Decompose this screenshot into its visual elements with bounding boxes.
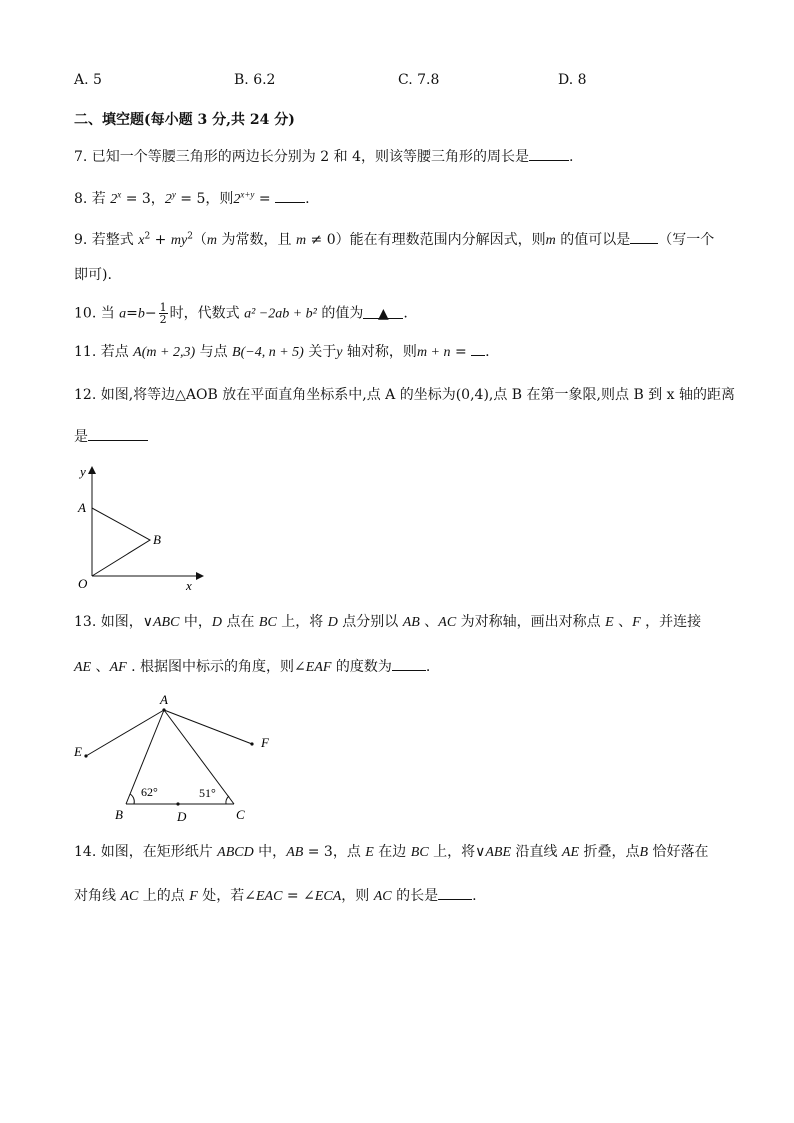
option-d: D. 8 xyxy=(558,72,587,88)
q13-axis: 为对称轴，画出对称点 xyxy=(456,614,606,630)
q10-val: 的值为 xyxy=(316,305,364,322)
q11-sym: 关于 xyxy=(303,344,337,360)
q11-prefix: 11. 若点 xyxy=(74,344,134,360)
q13-sep: 、 xyxy=(419,614,439,630)
q9-tail: （写一个 xyxy=(658,232,715,248)
q9-exp-a: 2 xyxy=(144,231,151,242)
q13-d2: D xyxy=(327,615,338,630)
answer-blank xyxy=(363,304,403,322)
section-title: 二、填空题(每小题 3 分,共 24 分) xyxy=(74,112,295,128)
q11-eq: = xyxy=(450,344,472,360)
q9-plus: + xyxy=(150,232,171,248)
q14-eca: ECA xyxy=(314,889,342,904)
question-13 xyxy=(74,612,701,633)
q8-exp-2: y xyxy=(171,189,176,200)
q14-fold: 折叠，点 xyxy=(579,844,640,860)
q13-ab: AB xyxy=(402,615,420,630)
triangle-aob xyxy=(92,508,150,576)
question-9 xyxy=(74,229,714,251)
question-10 xyxy=(74,302,408,325)
question-8 xyxy=(74,188,310,210)
q9-rest2: 的值可以是 xyxy=(555,232,631,248)
q10-a: a xyxy=(119,306,127,322)
q11-b-coord: (−4, n + 5) xyxy=(240,345,304,360)
q10-minus: − xyxy=(144,305,157,322)
x-label: x xyxy=(186,578,192,593)
punct: . xyxy=(568,149,574,165)
q13-line2-text: . 根据图中标示的角度，则∠ xyxy=(126,659,306,675)
q8-base-2: 2 xyxy=(164,192,172,207)
q13-af: AF xyxy=(109,660,127,675)
q13-eaf: EAF xyxy=(305,660,332,675)
label-b: B xyxy=(115,807,123,822)
question-12-line2 xyxy=(74,426,148,447)
label-e: E xyxy=(74,744,82,759)
q14-eq2: = ∠ xyxy=(282,888,315,904)
q13-f: F xyxy=(632,615,641,630)
q13-tri: ∨ABC xyxy=(142,615,180,630)
q9-paren: （ xyxy=(192,232,207,248)
answer-blank xyxy=(630,229,658,244)
q13-prefix: 13. 如图， xyxy=(74,614,143,630)
q9-m1: m xyxy=(206,233,218,248)
q12-line2-text: 是 xyxy=(74,429,88,445)
q14-exact: 恰好落在 xyxy=(648,844,709,860)
q13-deg: 的度数为 xyxy=(331,659,392,675)
angle-b-label: 62° xyxy=(141,785,158,799)
y-axis-arrow xyxy=(88,466,96,474)
label-a: A xyxy=(160,692,168,707)
answer-blank xyxy=(275,188,305,203)
q14-upon: 上，将 xyxy=(428,844,476,860)
q13-connect: ，并连接 xyxy=(640,614,702,630)
figure-12 xyxy=(70,460,210,595)
q14-len: 的长是 xyxy=(391,888,439,904)
q13-mid: 中， xyxy=(179,614,212,630)
q8-exp-3: x+y xyxy=(240,189,255,200)
segment-ae xyxy=(86,710,164,756)
q14-tri: ∨ABE xyxy=(475,845,512,860)
q14-line2-prefix: 对角线 xyxy=(74,888,121,904)
q14-on: 上的点 xyxy=(138,888,190,904)
q14-onbc: 在边 xyxy=(373,844,411,860)
q14-eac: EAC xyxy=(256,889,283,904)
q14-b: B xyxy=(639,845,649,860)
q8-base-1: 2 xyxy=(110,192,118,207)
q8-base-3: 2 xyxy=(233,192,241,207)
option-b: B. 6.2 xyxy=(234,72,276,88)
question-7 xyxy=(74,146,573,167)
q13-ae: AE xyxy=(74,660,92,675)
q11-axis: 轴对称，则 xyxy=(342,344,417,360)
q13-upon: 上，将 xyxy=(276,614,328,630)
question-9-line2: 即可). xyxy=(74,267,112,283)
q9-note: 为常数，且 xyxy=(217,232,296,248)
fraction-numerator: 1 xyxy=(159,301,167,314)
q9-neq: ≠ 0 xyxy=(306,232,336,248)
question-12: 12. 如图,将等边△AOB 放在平面直角坐标系中,点 A 的坐标为(0,4),点 B 在第一象限,则点 B 到 x 轴的距离 xyxy=(74,387,735,403)
option-c: C. 7.8 xyxy=(398,72,440,88)
answer-blank xyxy=(471,341,485,356)
q13-on: 点在 xyxy=(222,614,259,630)
label-c: C xyxy=(236,807,245,822)
q14-mid: 中， xyxy=(253,844,287,860)
punct: . xyxy=(305,191,310,207)
q14-f: F xyxy=(189,889,198,904)
punct: . xyxy=(403,305,408,322)
q11-with: 与点 xyxy=(195,344,233,360)
angle-c-label: 51° xyxy=(199,786,216,800)
q10-expr: a² −2ab + b² xyxy=(244,306,317,322)
fraction-denominator: 2 xyxy=(159,313,167,326)
q13-e: E xyxy=(605,615,614,630)
answer-blank xyxy=(529,146,569,161)
answer-blank xyxy=(438,885,472,900)
q10-fraction xyxy=(159,302,168,325)
q9-rest: ）能在有理数范围内分解因式，则 xyxy=(335,232,546,248)
q14-ae: AE xyxy=(561,845,580,860)
q13-bc: BC xyxy=(258,615,277,630)
label-d: D xyxy=(177,809,187,824)
q13-d: D xyxy=(211,615,222,630)
q14-prefix: 14. 如图，在矩形纸片 xyxy=(74,844,218,860)
punct: . xyxy=(425,659,431,675)
q14-then: ，则 xyxy=(341,888,374,904)
q13-sep2: 、 xyxy=(613,614,633,630)
point-b-label: B xyxy=(153,532,161,547)
q14-at: 处，若∠ xyxy=(197,888,256,904)
q9-x: x xyxy=(138,233,145,248)
q11-y: y xyxy=(336,345,343,360)
q14-abcd: ABCD xyxy=(217,845,254,860)
q14-e: E xyxy=(365,845,374,860)
point-o-label: O xyxy=(78,576,88,591)
q11-point-a: A xyxy=(133,345,142,360)
q14-eq: = 3，点 xyxy=(303,844,366,860)
q11-a-coord: (m + 2,3) xyxy=(141,345,196,360)
question-14-line2 xyxy=(74,885,477,907)
q9-prefix: 9. 若整式 xyxy=(74,232,139,248)
q8-eq-2: = 5，则 xyxy=(175,191,234,207)
q11-mn: m + n xyxy=(416,345,451,360)
angle-b-arc xyxy=(130,794,134,804)
q11-point-b: B xyxy=(232,345,241,360)
option-a: A. 5 xyxy=(74,72,102,88)
question-7-text: 7. 已知一个等腰三角形的两边长分别为 2 和 4，则该等腰三角形的周长是 xyxy=(74,149,529,165)
q13-fold: 点分别以 xyxy=(337,614,403,630)
q14-ac: AC xyxy=(120,889,139,904)
q8-prefix: 8. 若 xyxy=(74,191,111,207)
answer-blank xyxy=(88,426,148,441)
figure-13 xyxy=(70,688,290,828)
q14-along: 沿直线 xyxy=(511,844,562,860)
q8-eq-1: = 3， xyxy=(121,191,165,207)
point-f xyxy=(250,742,253,745)
q10-prefix: 10. 当 xyxy=(74,305,120,322)
y-label: y xyxy=(80,464,86,479)
q9-m2: m xyxy=(295,233,307,248)
question-13-line2 xyxy=(74,656,430,678)
point-a xyxy=(162,708,165,711)
q10-eq: = xyxy=(126,305,138,322)
x-axis-arrow xyxy=(196,572,204,580)
punct: . xyxy=(472,888,477,904)
q8-exp-1: x xyxy=(117,189,122,200)
q10-b: b xyxy=(137,306,145,322)
q14-ac2: AC xyxy=(373,889,392,904)
question-14 xyxy=(74,842,709,863)
q13-sep3: 、 xyxy=(91,659,110,675)
q13-ac: AC xyxy=(438,615,457,630)
q9-my: my xyxy=(170,233,188,248)
q14-ab: AB xyxy=(286,845,304,860)
question-11 xyxy=(74,341,490,363)
q10-when: 时，代数式 xyxy=(169,305,245,322)
point-e xyxy=(84,754,87,757)
q9-m3: m xyxy=(545,233,556,248)
q14-bc: BC xyxy=(410,845,429,860)
punct: . xyxy=(485,344,490,360)
point-d xyxy=(176,802,179,805)
point-a-label: A xyxy=(78,500,86,515)
triangle-marker: ▲ xyxy=(377,305,389,322)
q9-exp-b: 2 xyxy=(187,231,193,242)
q8-eq-3: = xyxy=(254,191,276,207)
label-f: F xyxy=(261,735,269,750)
answer-blank xyxy=(392,656,426,671)
